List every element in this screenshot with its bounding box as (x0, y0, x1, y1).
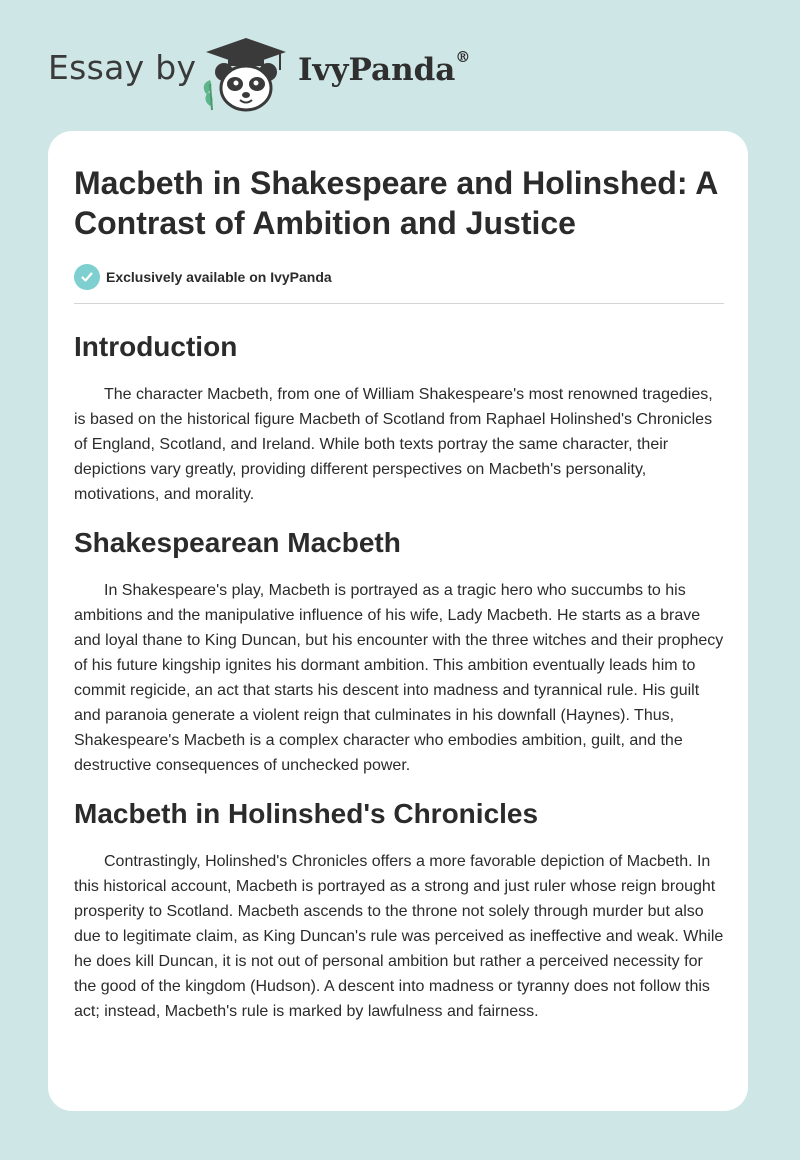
essay-card (48, 131, 748, 1111)
section-paragraph-holinshed: Contrastingly, Holinshed's Chronicles offers a more favorable depiction of Macbeth. In this historical account, Macbeth is portrayed as a strong and just ruler whose reign brought prosperity to Scotland. Macbeth ascends to the throne not solely through murder but also due to legitimate claim, as King Duncan's rule was perceived as ineffective and weak. While he does kill Duncan, it is not out of personal ambition but rather a perceived necessity for the good of the kingdom (Hudson). A descent into madness or tyranny does not follow this act; instead, Macbeth's rule is marked by lawfulness and fairness. (74, 853, 724, 1020)
brand-header (48, 34, 488, 114)
section-heading-shakespearean: Shakespearean Macbeth (74, 527, 401, 558)
essay-by-label: Essay by (48, 48, 197, 87)
check-icon (74, 264, 100, 290)
divider (74, 303, 724, 304)
exclusive-badge (74, 263, 724, 291)
section-heading-holinshed: Macbeth in Holinshed's Chronicles (74, 798, 539, 829)
essay-title: Macbeth in Shakespeare and Holinshed: A Contrast of Ambition and Justice (74, 165, 718, 241)
essay-content (74, 163, 724, 1024)
section-heading-introduction: Introduction (74, 331, 238, 362)
brand-name (298, 48, 471, 88)
section-paragraph-shakespearean: In Shakespeare's play, Macbeth is portrayed as a tragic hero who succumbs to his ambitions and the manipulative influence of his wife, Lady Macbeth. He starts as a brave and loyal thane to King Duncan, but his encounter with the three witches and their prophecy of his future kingship ignites his dormant ambition. This ambition eventually leads him to commit regicide, an act that starts his descent into madness and tyrannical rule. His guilt and paranoia generate a violent reign that culminates in his downfall (Haynes). Thus, Shakespeare's Macbeth is a complex character who embodies ambition, guilt, and the destructive consequences of unchecked power. (74, 582, 724, 774)
panda-logo-icon (200, 36, 292, 112)
registered-mark: ® (455, 48, 471, 66)
brand-name-text: IvyPanda (298, 52, 456, 88)
exclusive-label: Exclusively available on IvyPanda (106, 269, 332, 285)
section-paragraph-introduction: The character Macbeth, from one of William Shakespeare's most renowned tragedies, is based on the historical figure Macbeth of Scotland from Raphael Holinshed's Chronicles of England, Scotland, and Ireland. While both texts portray the same character, their depictions vary greatly, providing different perspectives on Macbeth's personality, motivations, and morality. (74, 386, 713, 503)
